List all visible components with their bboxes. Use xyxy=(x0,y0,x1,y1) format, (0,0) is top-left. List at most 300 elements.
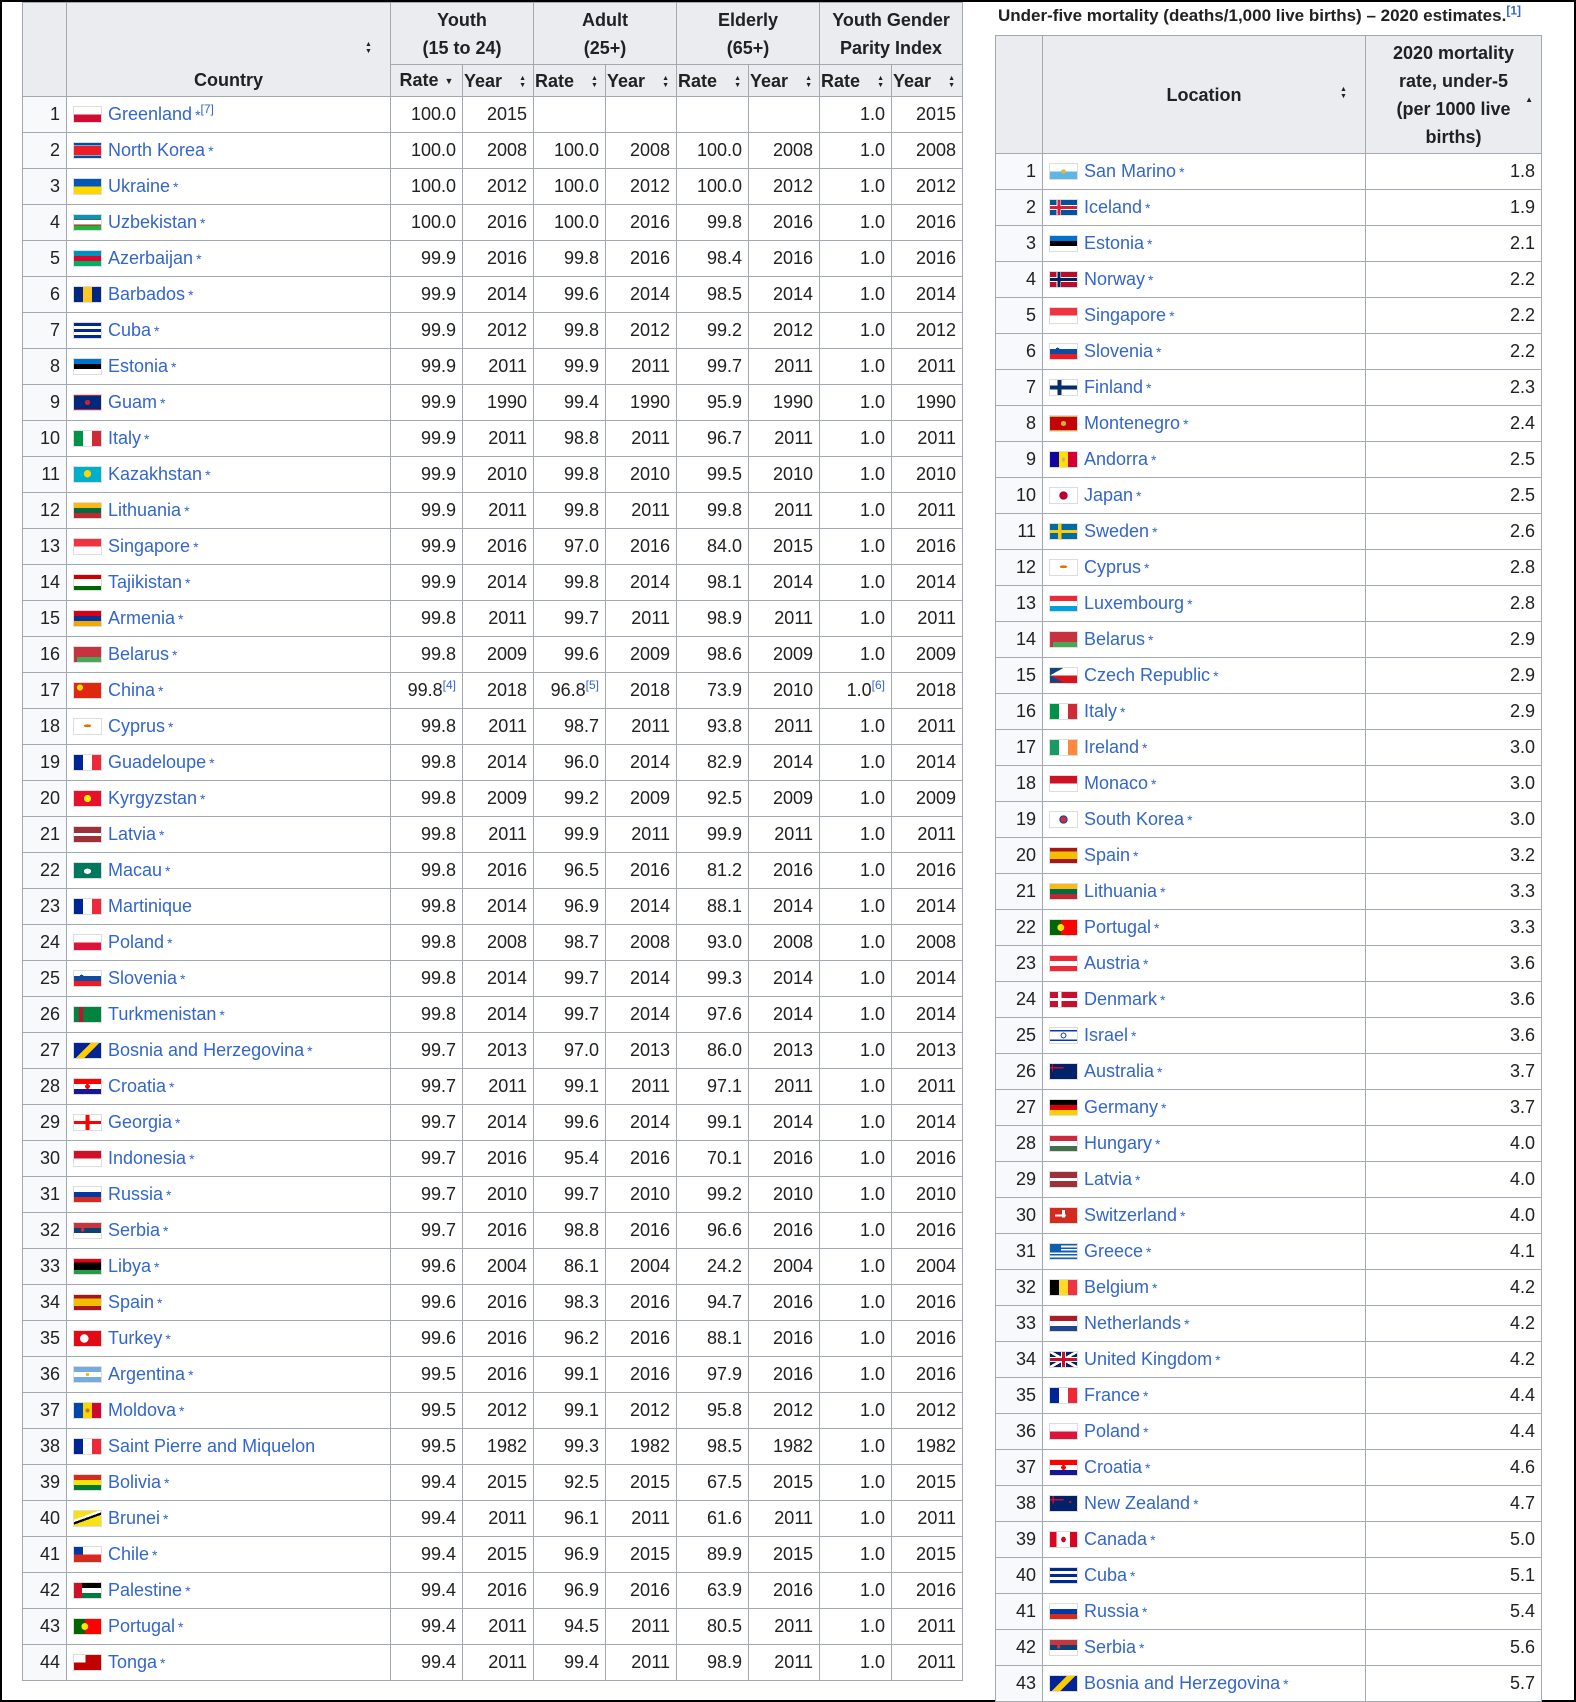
country-link[interactable]: Guam xyxy=(108,392,158,413)
location-link[interactable]: Iceland xyxy=(1084,197,1143,217)
country-link[interactable]: Martinique xyxy=(108,896,193,917)
location-link[interactable]: South Korea xyxy=(1084,809,1185,829)
star-link[interactable]: * xyxy=(157,1295,163,1312)
value-text: 1.0 xyxy=(859,1364,886,1385)
star-link[interactable]: * xyxy=(168,719,174,736)
elderly-rate-label: Rate xyxy=(678,70,718,91)
country-link[interactable]: Portugal xyxy=(108,1616,176,1637)
value-text: 1.0 xyxy=(859,1076,886,1097)
location-link[interactable]: Monaco xyxy=(1084,773,1149,793)
star-link[interactable]: * xyxy=(166,1187,172,1204)
star-link[interactable]: * xyxy=(1169,308,1175,324)
star-link[interactable]: * xyxy=(163,1511,169,1528)
star-link[interactable]: * xyxy=(171,359,177,376)
value-cell xyxy=(534,349,606,385)
value-cell xyxy=(606,133,677,169)
location-link[interactable]: France xyxy=(1084,1385,1141,1405)
mortality-value: 2.3 xyxy=(1366,370,1542,406)
country-link[interactable]: Italy xyxy=(108,428,142,449)
value-text: 99.7 xyxy=(420,1220,456,1241)
value-cell xyxy=(463,817,534,853)
value-cell xyxy=(820,421,892,457)
country-link[interactable]: Russia xyxy=(108,1184,164,1205)
star-link[interactable]: * xyxy=(1139,1640,1145,1656)
star-link[interactable]: * xyxy=(167,935,173,952)
location-link[interactable]: Netherlands xyxy=(1084,1313,1182,1333)
footnote-ref[interactable]: [5] xyxy=(585,678,599,693)
value-text: 99.7 xyxy=(563,968,599,989)
star-link[interactable]: * xyxy=(1148,632,1154,648)
star-link[interactable]: * xyxy=(1142,1604,1148,1620)
star-link[interactable]: * xyxy=(154,323,160,340)
value-text: 2015 xyxy=(772,1472,814,1493)
country-link[interactable]: Indonesia xyxy=(108,1148,187,1169)
star-link[interactable]: * xyxy=(1180,1208,1186,1224)
country-link[interactable]: Ukraine xyxy=(108,176,171,197)
star-link[interactable]: * xyxy=(185,575,191,592)
country-link[interactable]: Croatia xyxy=(108,1076,167,1097)
country-link[interactable]: Guadeloupe xyxy=(108,752,207,773)
country-cell xyxy=(67,961,391,997)
country-header[interactable] xyxy=(67,3,391,97)
star-link[interactable]: * xyxy=(159,827,165,844)
value-text: 2011 xyxy=(488,1076,527,1097)
location-cell xyxy=(1043,370,1366,406)
country-link[interactable]: Saint Pierre and Miquelon xyxy=(108,1436,316,1457)
location-link[interactable]: Portugal xyxy=(1084,917,1152,937)
value-text: 2008 xyxy=(486,140,527,161)
value-text: 2016 xyxy=(772,1148,814,1169)
star-link[interactable]: * xyxy=(1152,1280,1158,1296)
location-link[interactable]: Serbia xyxy=(1084,1637,1137,1657)
country-link[interactable]: Belarus xyxy=(108,644,170,665)
star-link[interactable]: * xyxy=(1146,1244,1152,1260)
value-cell xyxy=(820,925,892,961)
value-cell xyxy=(820,1033,892,1069)
value-text: 98.8 xyxy=(563,428,599,449)
country-link[interactable]: Greenland xyxy=(108,104,193,125)
star-link[interactable]: * xyxy=(1155,1136,1161,1152)
star-link[interactable]: * xyxy=(1145,200,1151,216)
star-link[interactable]: * xyxy=(172,647,178,664)
country-link[interactable]: Turkey xyxy=(108,1328,163,1349)
footnote-ref[interactable]: [4] xyxy=(442,678,456,693)
country-link[interactable]: Poland xyxy=(108,932,165,953)
value-text: 2014 xyxy=(772,896,814,917)
star-link[interactable]: * xyxy=(1130,1568,1136,1584)
star-link[interactable]: * xyxy=(185,1583,191,1600)
star-link[interactable]: * xyxy=(1154,920,1160,936)
star-link[interactable]: * xyxy=(1215,1352,1221,1368)
location-link[interactable]: Finland xyxy=(1084,377,1144,397)
star-link[interactable]: * xyxy=(1146,380,1152,396)
location-link[interactable]: Sweden xyxy=(1084,521,1150,541)
country-link[interactable]: Bolivia xyxy=(108,1472,162,1493)
value-text: 97.0 xyxy=(563,536,599,557)
value-text: 99.8 xyxy=(563,320,599,341)
sort-icon[interactable]: ▲▼ xyxy=(948,74,956,89)
value-text: 2016 xyxy=(772,1580,814,1601)
star-link[interactable]: * xyxy=(164,1475,170,1492)
star-link[interactable]: * xyxy=(200,215,206,232)
flag-icon xyxy=(1049,955,1078,972)
star-link[interactable]: * xyxy=(1160,992,1166,1008)
location-link[interactable]: Ireland xyxy=(1084,737,1140,757)
star-link[interactable]: * xyxy=(205,467,211,484)
location-link[interactable]: San Marino xyxy=(1084,161,1177,181)
location-link[interactable]: Andorra xyxy=(1084,449,1149,469)
location-link[interactable]: Canada xyxy=(1084,1529,1148,1549)
value-text: 2014 xyxy=(915,1004,957,1025)
star-link[interactable]: * xyxy=(1179,164,1185,180)
value-cell xyxy=(820,1321,892,1357)
location-link[interactable]: Belarus xyxy=(1084,629,1146,649)
elderly-rate-header[interactable] xyxy=(677,65,749,97)
value-cell xyxy=(534,421,606,457)
value-cell xyxy=(391,1609,463,1645)
value-cell xyxy=(534,1321,606,1357)
location-link[interactable]: Singapore xyxy=(1084,305,1167,325)
star-link[interactable]: * xyxy=(1133,848,1139,864)
table-row xyxy=(996,622,1542,658)
star-link[interactable]: * xyxy=(169,1079,175,1096)
location-link[interactable]: New Zealand xyxy=(1084,1493,1191,1513)
table-row xyxy=(23,745,963,781)
star-link[interactable]: * xyxy=(154,1259,160,1276)
star-link[interactable]: * xyxy=(1136,488,1142,504)
star-link[interactable]: * xyxy=(307,1043,313,1060)
table-row xyxy=(996,802,1542,838)
star-link[interactable]: * xyxy=(1161,1100,1167,1116)
row-index: 22 xyxy=(23,853,67,889)
country-link[interactable]: Spain xyxy=(108,1292,155,1313)
location-link[interactable]: Australia xyxy=(1084,1061,1155,1081)
star-link[interactable]: * xyxy=(1145,1460,1151,1476)
mortality-value: 2.2 xyxy=(1366,334,1542,370)
value-cell xyxy=(749,565,820,601)
adult-rate-header[interactable] xyxy=(534,65,606,97)
location-link[interactable]: Cyprus xyxy=(1084,557,1142,577)
value-cell xyxy=(749,637,820,673)
country-link[interactable]: Cuba xyxy=(108,320,152,341)
star-link[interactable]: * xyxy=(188,1367,194,1384)
table-row xyxy=(23,1069,963,1105)
star-link[interactable]: * xyxy=(209,755,215,772)
elderly-year-header[interactable] xyxy=(749,65,820,97)
mortality-value: 5.7 xyxy=(1366,1666,1542,1702)
sort-desc-icon[interactable]: ▼ xyxy=(444,76,454,87)
star-link[interactable]: * xyxy=(1148,272,1154,288)
value-cell xyxy=(463,1645,534,1681)
location-cell xyxy=(1043,1090,1366,1126)
mortality-rate-header[interactable] xyxy=(1366,36,1542,154)
value-cell xyxy=(677,1285,749,1321)
star-link[interactable]: * xyxy=(165,863,171,880)
value-cell xyxy=(892,637,963,673)
value-cell xyxy=(463,169,534,205)
value-text: 99.9 xyxy=(420,248,456,269)
star-link[interactable]: * xyxy=(196,251,202,268)
value-cell xyxy=(677,961,749,997)
country-link[interactable]: Lithuania xyxy=(108,500,182,521)
flag-icon xyxy=(1049,883,1078,900)
value-cell xyxy=(391,1501,463,1537)
value-cell xyxy=(749,1573,820,1609)
country-cell xyxy=(67,529,391,565)
sort-asc-icon[interactable]: ▲ xyxy=(1525,95,1533,104)
star-link[interactable]: * xyxy=(1120,704,1126,720)
sort-icon[interactable]: ▲▼ xyxy=(662,74,670,89)
value-text: 2014 xyxy=(629,284,671,305)
sort-icon[interactable]: ▲▼ xyxy=(591,74,599,89)
value-text: 98.9 xyxy=(706,608,743,629)
row-index: 17 xyxy=(23,673,67,709)
country-link[interactable]: North Korea xyxy=(108,140,206,161)
star-link[interactable]: * xyxy=(1147,236,1153,252)
flag-icon xyxy=(1049,919,1078,936)
star-link[interactable]: * xyxy=(178,611,184,628)
country-link[interactable]: Macau xyxy=(108,860,163,881)
star-link[interactable]: * xyxy=(1156,344,1162,360)
country-link[interactable]: Bosnia and Herzegovina xyxy=(108,1040,305,1061)
row-index: 40 xyxy=(996,1558,1043,1594)
sort-icon[interactable]: ▲▼ xyxy=(877,74,885,89)
country-link[interactable]: Palestine xyxy=(108,1580,183,1601)
value-text: 99.1 xyxy=(563,1400,599,1421)
value-cell xyxy=(463,889,534,925)
row-index: 35 xyxy=(996,1378,1043,1414)
country-link[interactable]: Chile xyxy=(108,1544,150,1565)
value-text: 2011 xyxy=(488,428,527,449)
star-link[interactable]: * xyxy=(1184,1316,1190,1332)
location-link[interactable]: Bosnia and Herzegovina xyxy=(1084,1673,1281,1693)
footnote-ref[interactable]: [7] xyxy=(200,102,214,117)
star-link[interactable]: * xyxy=(144,431,150,448)
star-link[interactable]: * xyxy=(1131,1028,1137,1044)
star-link[interactable]: * xyxy=(178,1619,184,1636)
location-link[interactable]: Estonia xyxy=(1084,233,1145,253)
value-text: 2016 xyxy=(915,248,957,269)
location-link[interactable]: Austria xyxy=(1084,953,1141,973)
value-cell xyxy=(677,1429,749,1465)
location-link[interactable]: Lithuania xyxy=(1084,881,1158,901)
value-text: 1.0 xyxy=(859,176,886,197)
value-text: 1.0 xyxy=(859,1004,886,1025)
star-link[interactable]: * xyxy=(165,1331,171,1348)
star-link[interactable]: * xyxy=(1135,1172,1141,1188)
value-text: 2012 xyxy=(772,1400,814,1421)
location-link[interactable]: Cuba xyxy=(1084,1565,1128,1585)
value-text: 99.7 xyxy=(563,1184,599,1205)
value-text: 99.6 xyxy=(563,284,599,305)
location-link[interactable]: Greece xyxy=(1084,1241,1144,1261)
country-link[interactable]: Brunei xyxy=(108,1508,161,1529)
country-link[interactable]: Slovenia xyxy=(108,968,178,989)
value-cell xyxy=(391,1573,463,1609)
star-link[interactable]: * xyxy=(184,503,190,520)
star-link[interactable]: * xyxy=(158,683,164,700)
country-cell xyxy=(67,1105,391,1141)
country-link[interactable]: Argentina xyxy=(108,1364,186,1385)
star-link[interactable]: * xyxy=(1193,1496,1199,1512)
location-link[interactable]: Belgium xyxy=(1084,1277,1150,1297)
value-cell xyxy=(534,205,606,241)
star-link[interactable]: * xyxy=(179,1403,185,1420)
youth-year-header[interactable] xyxy=(463,65,534,97)
star-link[interactable]: * xyxy=(1187,596,1193,612)
country-link[interactable]: Singapore xyxy=(108,536,191,557)
value-text: 95.8 xyxy=(706,1400,743,1421)
location-cell xyxy=(1043,262,1366,298)
location-link[interactable]: Switzerland xyxy=(1084,1205,1178,1225)
star-link[interactable]: * xyxy=(1157,1064,1163,1080)
country-link[interactable]: Tajikistan xyxy=(108,572,183,593)
location-link[interactable]: Czech Republic xyxy=(1084,665,1211,685)
location-link[interactable]: United Kingdom xyxy=(1084,1349,1213,1369)
star-link[interactable]: * xyxy=(1151,776,1157,792)
value-cell xyxy=(606,1429,677,1465)
location-link[interactable]: Poland xyxy=(1084,1421,1141,1441)
location-header[interactable] xyxy=(1043,36,1366,154)
value-text: 99.6 xyxy=(420,1256,456,1277)
location-cell xyxy=(1043,550,1366,586)
country-cell xyxy=(67,1501,391,1537)
country-link[interactable]: China xyxy=(108,680,156,701)
star-link[interactable]: * xyxy=(195,107,201,124)
value-text: 98.1 xyxy=(706,572,743,593)
location-link[interactable]: Spain xyxy=(1084,845,1131,865)
footnote-ref[interactable]: [6] xyxy=(871,678,886,693)
value-text: 1.0 xyxy=(859,104,886,125)
star-link[interactable]: * xyxy=(193,539,199,556)
star-link[interactable]: * xyxy=(219,1007,225,1024)
value-text: 99.4 xyxy=(420,1652,456,1673)
star-link[interactable]: * xyxy=(1151,452,1157,468)
country-link[interactable]: Estonia xyxy=(108,356,169,377)
star-link[interactable]: * xyxy=(1160,884,1166,900)
country-link[interactable]: Azerbaijan xyxy=(108,248,194,269)
star-link[interactable]: * xyxy=(189,1151,195,1168)
star-link[interactable]: * xyxy=(173,179,179,196)
table-row xyxy=(23,1105,963,1141)
star-link[interactable]: * xyxy=(1144,560,1150,576)
star-link[interactable]: * xyxy=(188,287,194,304)
location-link[interactable]: Japan xyxy=(1084,485,1134,505)
country-link[interactable]: Libya xyxy=(108,1256,152,1277)
star-link[interactable]: * xyxy=(1152,524,1158,540)
star-link[interactable]: * xyxy=(163,1223,169,1240)
gpi-rate-header[interactable] xyxy=(820,65,892,97)
country-link[interactable]: Kazakhstan xyxy=(108,464,203,485)
star-link[interactable]: * xyxy=(200,791,206,808)
value-text: 95.4 xyxy=(563,1148,599,1169)
star-link[interactable]: * xyxy=(180,971,186,988)
location-link[interactable]: Montenegro xyxy=(1084,413,1181,433)
value-cell xyxy=(606,1393,677,1429)
row-index: 23 xyxy=(23,889,67,925)
sort-icon[interactable]: ▲▼ xyxy=(805,74,813,89)
star-link[interactable]: * xyxy=(1150,1532,1156,1548)
sort-icon[interactable]: ▲▼ xyxy=(519,74,527,89)
country-link[interactable]: Cyprus xyxy=(108,716,166,737)
value-text: 2016 xyxy=(629,248,671,269)
adult-year-header[interactable] xyxy=(606,65,677,97)
star-link[interactable]: * xyxy=(160,395,166,412)
table-row xyxy=(23,1573,963,1609)
value-cell xyxy=(677,997,749,1033)
value-text: 2014 xyxy=(772,1112,814,1133)
country-link[interactable]: Uzbekistan xyxy=(108,212,198,233)
country-cell xyxy=(67,565,391,601)
youth-rate-header[interactable] xyxy=(391,65,463,97)
location-link[interactable]: Russia xyxy=(1084,1601,1140,1621)
star-link[interactable]: * xyxy=(175,1115,181,1132)
star-link[interactable]: * xyxy=(1183,416,1189,432)
star-link[interactable]: * xyxy=(1283,1676,1289,1692)
location-link[interactable]: Slovenia xyxy=(1084,341,1154,361)
country-link[interactable]: Serbia xyxy=(108,1220,161,1241)
star-link[interactable]: * xyxy=(1213,668,1219,684)
gpi-year-header[interactable] xyxy=(892,65,963,97)
value-text: 93.8 xyxy=(706,716,743,737)
country-link[interactable]: Tonga xyxy=(108,1652,158,1673)
value-cell xyxy=(892,961,963,997)
value-cell xyxy=(892,565,963,601)
location-cell xyxy=(1043,1270,1366,1306)
star-link[interactable]: * xyxy=(160,1655,166,1672)
country-link[interactable]: Barbados xyxy=(108,284,186,305)
star-link[interactable]: * xyxy=(1143,1424,1149,1440)
row-index: 37 xyxy=(996,1450,1043,1486)
value-cell xyxy=(534,1465,606,1501)
country-link[interactable]: Moldova xyxy=(108,1400,177,1421)
star-link[interactable]: * xyxy=(208,143,214,160)
location-link[interactable]: Italy xyxy=(1084,701,1118,721)
star-link[interactable]: * xyxy=(1143,1388,1149,1404)
value-cell xyxy=(606,457,677,493)
location-link[interactable]: Germany xyxy=(1084,1097,1159,1117)
country-link[interactable]: Turkmenistan xyxy=(108,1004,217,1025)
star-link[interactable]: * xyxy=(1187,812,1193,828)
star-link[interactable]: * xyxy=(152,1547,158,1564)
star-link[interactable]: * xyxy=(1142,740,1148,756)
country-link[interactable]: Georgia xyxy=(108,1112,173,1133)
sort-icon[interactable]: ▲▼ xyxy=(365,41,372,55)
star-link[interactable]: * xyxy=(1143,956,1149,972)
location-link[interactable]: Norway xyxy=(1084,269,1146,289)
caption-ref[interactable]: [1] xyxy=(1506,3,1521,18)
value-text: 2011 xyxy=(917,608,957,629)
sort-icon[interactable]: ▲▼ xyxy=(1340,86,1347,100)
location-link[interactable]: Latvia xyxy=(1084,1169,1133,1189)
flag-icon xyxy=(73,286,102,303)
location-link[interactable]: Hungary xyxy=(1084,1133,1153,1153)
location-link[interactable]: Croatia xyxy=(1084,1457,1143,1477)
table-row xyxy=(23,277,963,313)
country-link[interactable]: Armenia xyxy=(108,608,176,629)
value-cell xyxy=(391,97,463,133)
location-link[interactable]: Luxembourg xyxy=(1084,593,1185,613)
country-link[interactable]: Kyrgyzstan xyxy=(108,788,198,809)
value-text: 88.1 xyxy=(706,896,743,917)
location-link[interactable]: Israel xyxy=(1084,1025,1129,1045)
value-text: 2016 xyxy=(486,1364,527,1385)
country-link[interactable]: Latvia xyxy=(108,824,157,845)
location-link[interactable]: Denmark xyxy=(1084,989,1158,1009)
sort-icon[interactable]: ▲▼ xyxy=(734,74,742,89)
row-index: 42 xyxy=(996,1630,1043,1666)
value-cell xyxy=(677,1141,749,1177)
